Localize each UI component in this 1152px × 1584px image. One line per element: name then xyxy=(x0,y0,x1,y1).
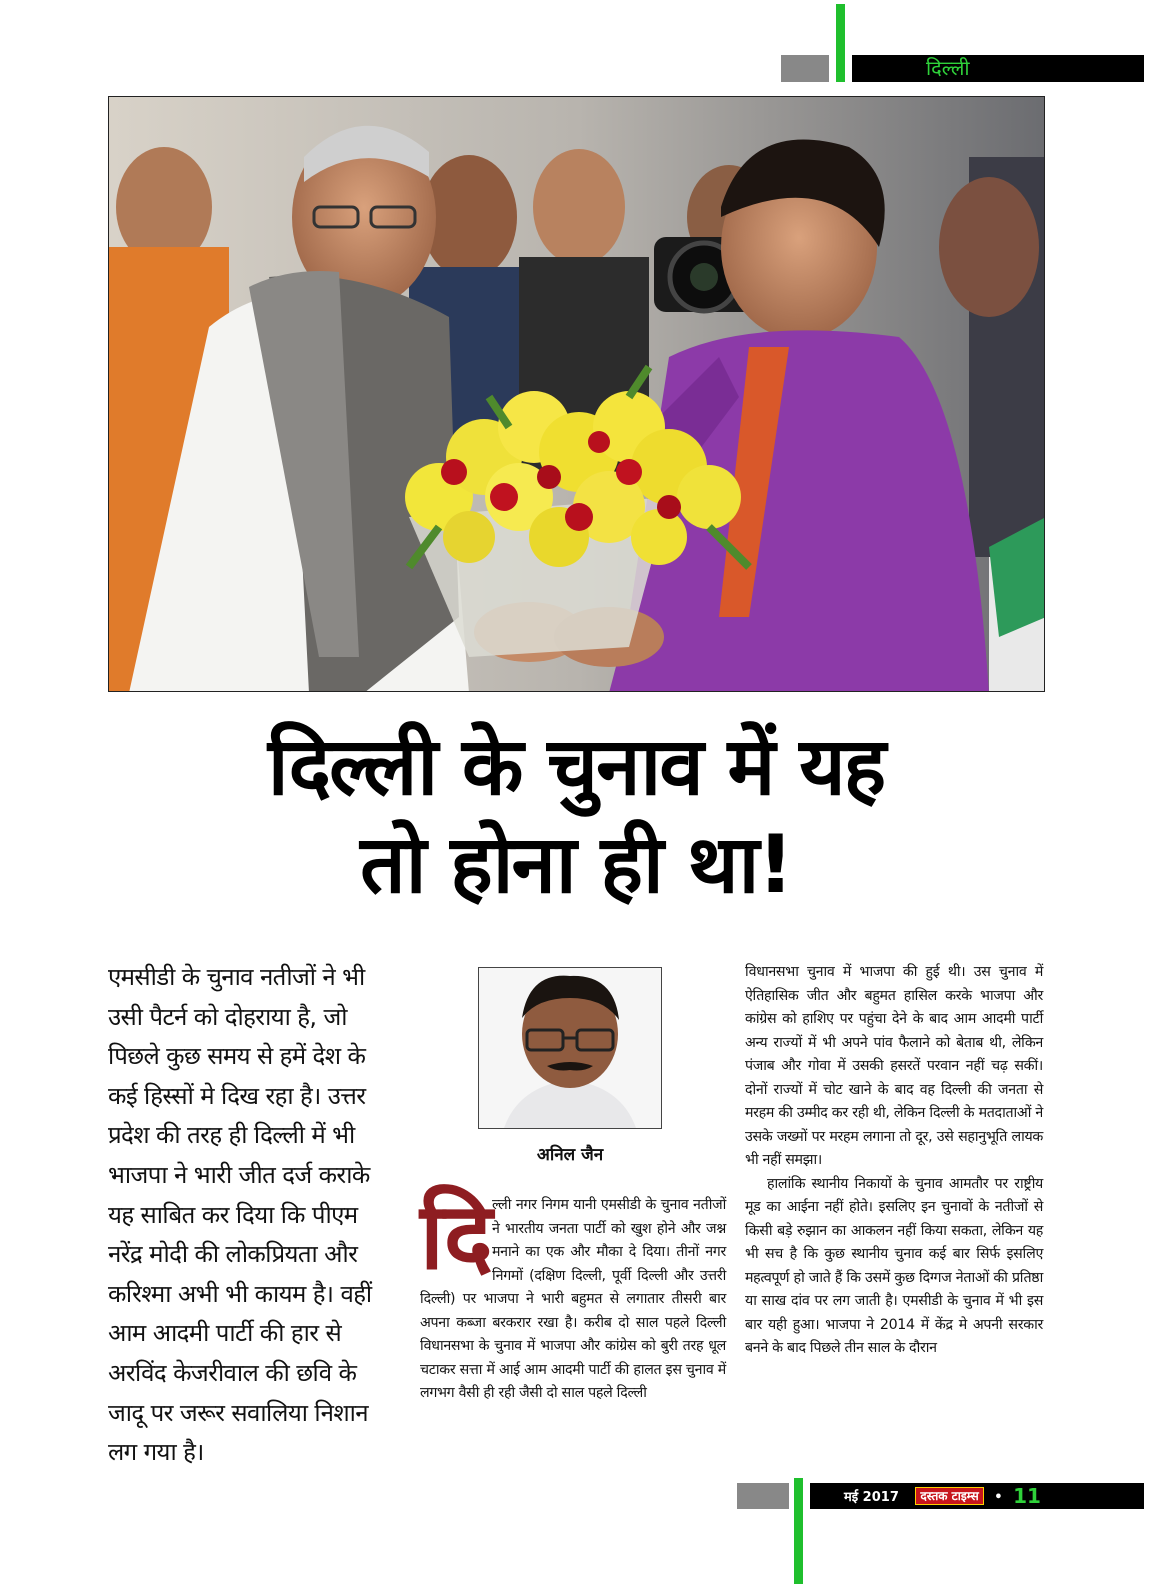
magazine-logo: दस्तक टाइम्स xyxy=(915,1487,983,1505)
author-name: अनिल जैन xyxy=(536,1145,604,1165)
bullet-separator: • xyxy=(994,1490,1003,1505)
footer-band xyxy=(810,1483,1144,1509)
headline xyxy=(120,718,1032,914)
article-paragraph-3: हालांकि स्थानीय निकायों के चुनाव आमतौर पर राष्ट्रीय मूड का आईना नहीं होते। इसलिए इन चुनावों के नतीजों से किसी बड़े रुझान का आकलन नहीं किया सकता, लेकिन यह भी सच है कि कुछ स्थानीय चुनाव कई बार सिर्फ इसलिए महत्वपूर्ण हो जाते हैं कि उसमें कुछ दिग्गज नेताओं की प्रतिष्ठा या साख दांव पर लग जाती है। एमसीडी के चुनाव में भी इस बार यही हुआ। भाजपा ने 2014 में केंद्र मे अपनी सरकार बनने के बाद पिछले तीन साल के दौरान xyxy=(745,1175,1043,1356)
issue-date: मई 2017 xyxy=(844,1490,899,1505)
intro-standfirst: एमसीडी के चुनाव नतीजों ने भी उसी पैटर्न को दोहराया है, जो पिछले कुछ समय से हमें देश के कई हिस्सों मे दिख रहा है। उत्तर प्रदेश की तरह ही दिल्ली में भी भाजपा ने भारी जीत दर्ज कराके यह साबित कर दिया कि पीएम नरेंद्र मोदी की लोकप्रियता और करिश्मा अभी भी कायम है। वहीं आम आदमी पार्टी की हार से अरविंद केजरीवाल की छवि के जादू पर जरूर सवालिया निशान लग गया है। xyxy=(108,963,372,1467)
footer-grey-block xyxy=(737,1483,789,1509)
hero-photo xyxy=(108,96,1045,692)
headline-line-2: तो होना ही था! xyxy=(360,818,792,911)
section-label: दिल्ली xyxy=(852,55,1144,82)
photo-bouquet-handover-icon xyxy=(109,97,1045,692)
article-paragraph-2: विधानसभा चुनाव में भाजपा की हुई थी। उस चुनाव में ऐतिहासिक जीत और बहुमत हासिल करके भाजपा और कांग्रेस को हाशिए पर पहुंचा देने के बाद आम आदमी पार्टी अन्य राज्यों में भी अपने पांव फैलाने को बेताब थी, लेकिन पंजाब और गोवा में उसकी हसरतें परवान नहीं चढ़ सकीं। दोनों राज्यों में चोट खाने के बाद वह दिल्ली की जनता से मरहम की उम्मीद कर रही थी, लेकिन दिल्ली के मतदाताओं ने उसके जख्मों पर मरहम लगाना तो दूर, उसे सहानुभूति लायक भी नहीं समझा। xyxy=(745,964,1043,1168)
page-number: 11 xyxy=(1013,1484,1041,1508)
article-paragraph-1: ल्ली नगर निगम यानी एमसीडी के चुनाव नतीजों ने भारतीय जनता पार्टी को खुश होने और जश्न मनाने का एक और मौका दे दिया। तीनों नगर निगमों (दक्षिण दिल्ली, पूर्वी दिल्ली और उत्तरी दिल्ली) पर भाजपा ने भारी बहुमत से लगातार तीसरी बार अपना कब्जा बरकरार रखा है। करीब दो साल पहले दिल्ली विधानसभा के चुनाव में भाजपा और कांग्रेस को बुरी तरह धूल चटाकर सत्ता में आई आम आदमी पार्टी की हालत इस चुनाव में लगभग वैसी ही रही जैसी दो साल पहले दिल्ली xyxy=(420,1197,726,1401)
author-photo xyxy=(478,967,662,1129)
article-column-3 xyxy=(745,961,1043,1361)
drop-cap: दि xyxy=(420,1183,493,1290)
green-accent-bar xyxy=(836,4,845,82)
author-portrait-icon xyxy=(479,968,661,1128)
header-grey-block xyxy=(781,55,829,82)
headline-line-1: दिल्ली के चुनाव में यह xyxy=(267,720,885,813)
article-column-2 xyxy=(420,1183,726,1406)
footer-green-bar xyxy=(794,1478,803,1584)
